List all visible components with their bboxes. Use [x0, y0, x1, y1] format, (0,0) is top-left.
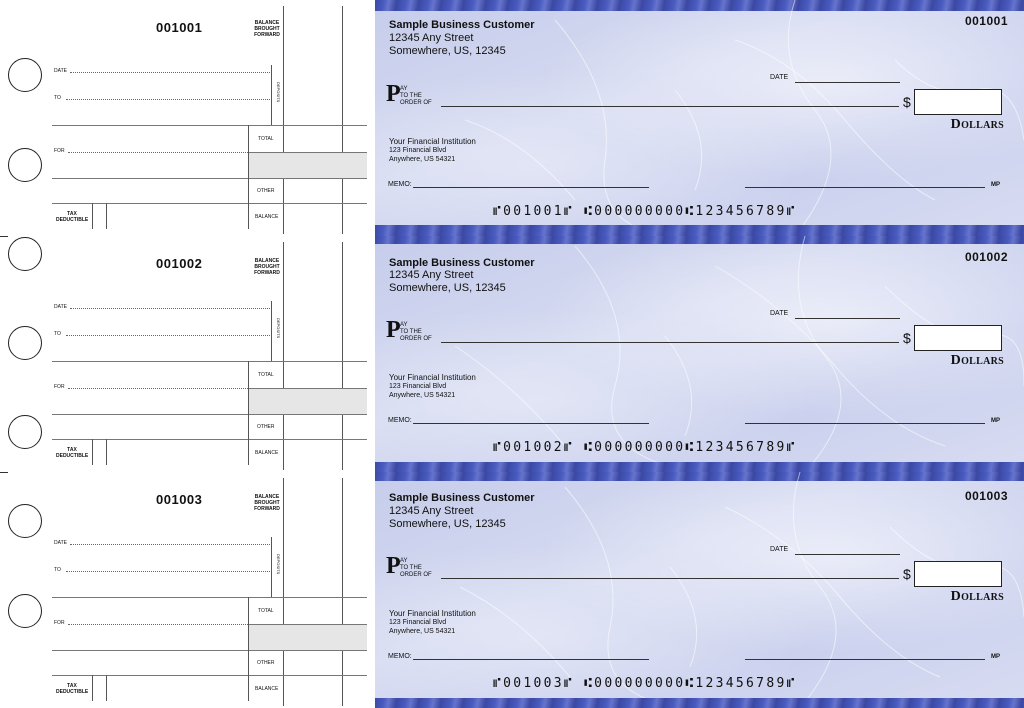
- memo-label: MEMO:: [388, 653, 412, 660]
- deposits-label: DEPOSITS: [276, 317, 281, 339]
- to-label: TO: [54, 567, 61, 573]
- payee-line: [441, 106, 899, 107]
- amount-box[interactable]: [914, 89, 1002, 115]
- stub-divider: [248, 597, 249, 701]
- check-stub: [52, 472, 367, 708]
- for-label: FOR: [54, 148, 65, 154]
- check-number: 001003: [964, 489, 1008, 503]
- micr-line: ⑈001003⑈ ⑆000000000⑆123456789⑈: [493, 676, 797, 691]
- amount-box[interactable]: [914, 325, 1002, 351]
- stub-divider: [342, 478, 343, 706]
- check-sheet-1: [0, 0, 1024, 236]
- dollar-sign: $: [903, 566, 911, 582]
- balance-label: BALANCE: [255, 214, 279, 220]
- business-address-1: 12345 Any Street: [389, 505, 474, 517]
- dollars-label: Dollars: [950, 589, 1004, 604]
- balance-forward-label: BALANCE BROUGHT FORWARD: [254, 20, 280, 38]
- stub-row-line: [52, 597, 367, 598]
- date-label: DATE: [770, 310, 789, 317]
- to-the-text: TO THE: [400, 329, 422, 335]
- bank-info: [389, 609, 476, 636]
- check-number: 001001: [964, 14, 1008, 28]
- stub-divider: [283, 6, 284, 234]
- check-stub: [52, 0, 367, 236]
- total-label: TOTAL: [258, 608, 274, 614]
- to-line: [66, 335, 270, 336]
- bank-address-1: 123 Financial Blvd: [389, 147, 447, 154]
- tax-deductible-label: TAX DEDUCTIBLE: [56, 211, 89, 223]
- check-stub: [52, 236, 367, 472]
- amount-box[interactable]: [914, 561, 1002, 587]
- signature-line: [745, 659, 985, 660]
- date-line: [70, 544, 270, 545]
- business-name: Sample Business Customer: [389, 19, 535, 31]
- deposits-label: DEPOSITS: [276, 553, 281, 575]
- order-of-text: ORDER OF: [400, 100, 432, 106]
- dollar-sign: $: [903, 94, 911, 110]
- pay-text: AY: [400, 86, 408, 92]
- pay-initial: P: [386, 553, 401, 579]
- date-label: DATE: [54, 68, 67, 74]
- bank-address-2: Anywhere, US 54321: [389, 156, 456, 163]
- mp-label: MP: [991, 654, 1000, 660]
- bank-address-1: 123 Financial Blvd: [389, 383, 447, 390]
- pay-to-the-order-of: [400, 322, 432, 343]
- total-shade: [248, 388, 367, 414]
- bank-info: [389, 137, 476, 164]
- stub-row-line: [248, 624, 367, 625]
- check: [375, 0, 1024, 236]
- total-shade: [248, 152, 367, 178]
- stub-divider: [342, 242, 343, 470]
- pay-to-the-order-of: [400, 86, 432, 107]
- mp-label: MP: [991, 418, 1000, 424]
- dollars-label: Dollars: [950, 117, 1004, 132]
- bank-address-2: Anywhere, US 54321: [389, 628, 456, 635]
- signature-line: [745, 423, 985, 424]
- stub-number: 001001: [156, 20, 203, 35]
- date-line: [795, 82, 900, 83]
- for-label: FOR: [54, 620, 65, 626]
- order-of-text: ORDER OF: [400, 572, 432, 578]
- bank-address-1: 123 Financial Blvd: [389, 619, 447, 626]
- mp-label: MP: [991, 182, 1000, 188]
- stub-divider: [106, 203, 107, 229]
- pay-initial: P: [386, 317, 401, 343]
- check-bottom-band: [375, 225, 1024, 236]
- business-address-1: 12345 Any Street: [389, 32, 474, 44]
- business-address-1: 12345 Any Street: [389, 269, 474, 281]
- stub-divider: [271, 65, 272, 125]
- business-address-2: Somewhere, US, 12345: [389, 45, 506, 57]
- stub-divider: [248, 361, 249, 465]
- pay-to-the-order-of: [400, 558, 432, 579]
- to-label: TO: [54, 331, 61, 337]
- stub-row-line: [52, 361, 367, 362]
- bank-info: [389, 373, 476, 400]
- for-line: [68, 152, 248, 153]
- stub-row-line: [52, 414, 367, 415]
- bank-name: Your Financial Institution: [389, 609, 476, 618]
- stub-divider: [106, 675, 107, 701]
- tax-deductible-label: TAX DEDUCTIBLE: [56, 447, 89, 459]
- stub-divider: [92, 675, 93, 701]
- stub-divider: [92, 203, 93, 229]
- memo-line: [413, 659, 649, 660]
- date-line: [70, 308, 270, 309]
- stub-divider: [248, 125, 249, 229]
- signature-line: [745, 187, 985, 188]
- business-name: Sample Business Customer: [389, 492, 535, 504]
- micr-line: ⑈001002⑈ ⑆000000000⑆123456789⑈: [493, 440, 797, 455]
- stub-divider: [271, 301, 272, 361]
- deposits-label: DEPOSITS: [276, 81, 281, 103]
- check: [375, 472, 1024, 708]
- balance-forward-label: BALANCE BROUGHT FORWARD: [254, 258, 280, 276]
- stub-row-line: [52, 203, 367, 204]
- memo-line: [413, 187, 649, 188]
- micr-line: ⑈001001⑈ ⑆000000000⑆123456789⑈: [493, 204, 797, 219]
- stub-row-line: [52, 650, 367, 651]
- date-line: [795, 554, 900, 555]
- stub-divider: [92, 439, 93, 465]
- total-label: TOTAL: [258, 372, 274, 378]
- stub-row-line: [52, 178, 367, 179]
- stub-row-line: [248, 388, 367, 389]
- stub-row-line: [52, 675, 367, 676]
- payee-line: [441, 578, 899, 579]
- other-label: OTHER: [257, 424, 275, 430]
- for-label: FOR: [54, 384, 65, 390]
- stub-divider: [342, 6, 343, 234]
- check-bottom-band: [375, 462, 1024, 472]
- stub-row-line: [248, 152, 367, 153]
- total-shade: [248, 624, 367, 650]
- stub-divider: [283, 242, 284, 470]
- dollar-sign: $: [903, 330, 911, 346]
- stub-row-line: [52, 439, 367, 440]
- bank-name: Your Financial Institution: [389, 137, 476, 146]
- to-the-text: TO THE: [400, 93, 422, 99]
- tax-deductible-label: TAX DEDUCTIBLE: [56, 683, 89, 695]
- business-name: Sample Business Customer: [389, 257, 535, 269]
- stub-number: 001002: [156, 256, 203, 271]
- balance-label: BALANCE: [255, 450, 279, 456]
- check: [375, 236, 1024, 472]
- stub-divider: [106, 439, 107, 465]
- memo-label: MEMO:: [388, 181, 412, 188]
- date-label: DATE: [54, 540, 67, 546]
- business-address-2: Somewhere, US, 12345: [389, 518, 506, 530]
- bank-address-2: Anywhere, US 54321: [389, 392, 456, 399]
- to-line: [66, 571, 270, 572]
- date-label: DATE: [54, 304, 67, 310]
- order-of-text: ORDER OF: [400, 336, 432, 342]
- date-label: DATE: [770, 546, 789, 553]
- check-number: 001002: [964, 250, 1008, 264]
- other-label: OTHER: [257, 188, 275, 194]
- other-label: OTHER: [257, 660, 275, 666]
- business-address-2: Somewhere, US, 12345: [389, 282, 506, 294]
- stub-number: 001003: [156, 492, 203, 507]
- to-line: [66, 99, 270, 100]
- memo-line: [413, 423, 649, 424]
- for-line: [68, 624, 248, 625]
- bank-name: Your Financial Institution: [389, 373, 476, 382]
- balance-label: BALANCE: [255, 686, 279, 692]
- check-sheet-2: [0, 236, 1024, 472]
- date-line: [70, 72, 270, 73]
- total-label: TOTAL: [258, 136, 274, 142]
- payee-line: [441, 342, 899, 343]
- to-label: TO: [54, 95, 61, 101]
- stub-row-line: [52, 125, 367, 126]
- stub-divider: [271, 537, 272, 597]
- check-sheet-3: [0, 472, 1024, 708]
- to-the-text: TO THE: [400, 565, 422, 571]
- pay-text: AY: [400, 322, 408, 328]
- memo-label: MEMO:: [388, 417, 412, 424]
- for-line: [68, 388, 248, 389]
- date-line: [795, 318, 900, 319]
- date-label: DATE: [770, 74, 789, 81]
- pay-text: AY: [400, 558, 408, 564]
- stub-divider: [283, 478, 284, 706]
- pay-initial: P: [386, 81, 401, 107]
- dollars-label: Dollars: [950, 353, 1004, 368]
- balance-forward-label: BALANCE BROUGHT FORWARD: [254, 494, 280, 512]
- check-bottom-band: [375, 698, 1024, 708]
